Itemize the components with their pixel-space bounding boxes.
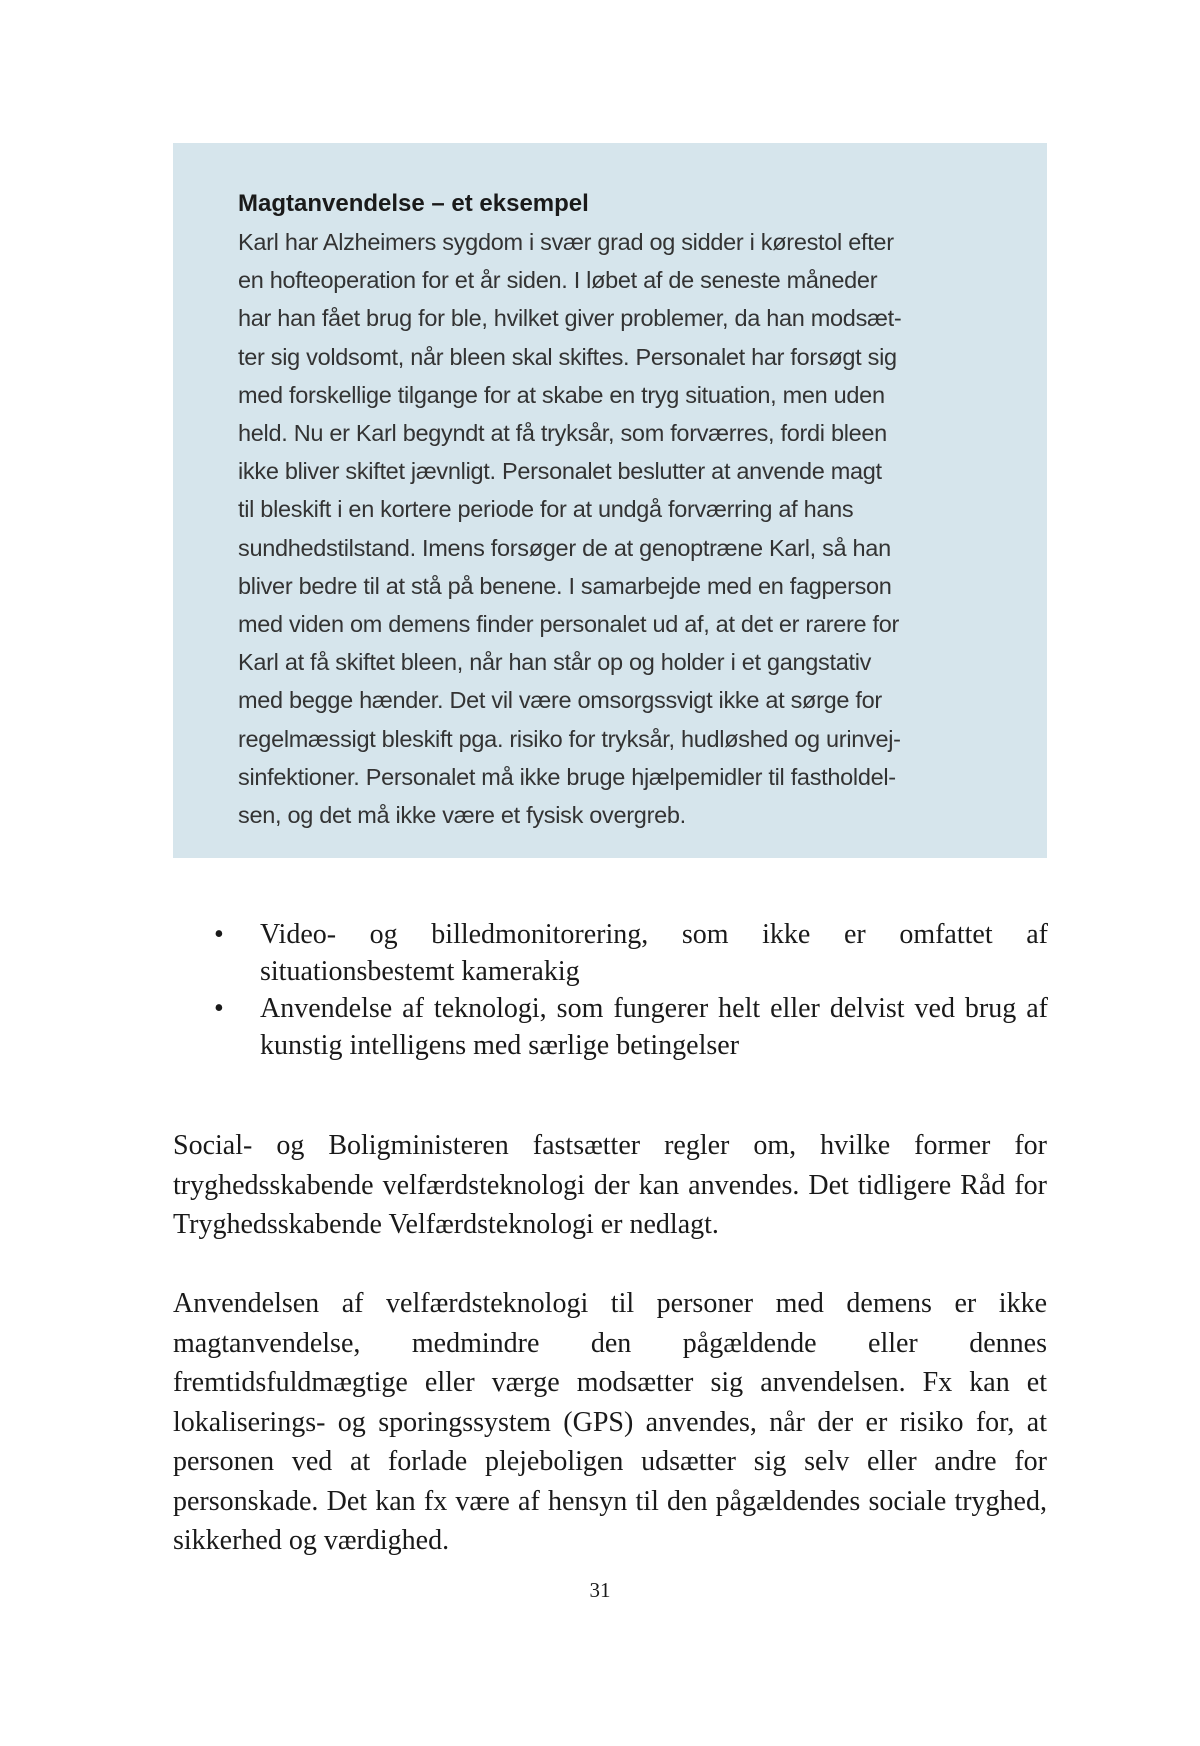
example-line: Karl har Alzheimers sygdom i svær grad og sidder i kørestol efter bbox=[238, 229, 894, 255]
example-line: en hofteoperation for et år siden. I løbet af de seneste måneder bbox=[238, 267, 878, 294]
example-line: med viden om demens finder personalet ud af, at det er rarere for bbox=[238, 611, 900, 638]
example-line: ikke bliver skiftet jævnligt. Personalet beslutter at anvende magt bbox=[238, 458, 882, 485]
example-box bbox=[173, 143, 1047, 858]
example-line: regelmæssigt bleskift pga. risiko for tryksår, hudløshed og urinvej- bbox=[238, 725, 901, 752]
example-line: bliver bedre til at stå på benene. I samarbejde med en fagperson bbox=[238, 572, 892, 599]
bullet-item: • Anvendelse af teknologi, som fungerer helt eller delvist ved brug af kunstig intelligens med særlige betingelser bbox=[214, 990, 1048, 1064]
body-paragraph: Social- og Boligministeren fastsætter regler om, hvilke former for tryghedsskabende velfærdsteknologi der kan anvendes. Det tidligere Råd for Tryghedsskabende Velfærdsteknologi er nedlagt. bbox=[173, 1130, 1047, 1240]
example-line: til bleskift i en kortere periode for at undgå forværring af hans bbox=[238, 496, 854, 523]
example-line: sinfektioner. Personalet må ikke bruge hjælpemidler til fastholdel- bbox=[238, 763, 896, 790]
example-line: med begge hænder. Det vil være omsorgssvigt ikke at sørge for bbox=[238, 687, 882, 714]
example-line: Karl at få skiftet bleen, når han står op og holder i et gangstativ bbox=[238, 649, 872, 676]
example-line: sen, og det må ikke være et fysisk overgreb. bbox=[238, 802, 686, 829]
page-number: 31 bbox=[589, 1578, 611, 1602]
example-title: Magtanvendelse – et eksempel bbox=[238, 190, 589, 217]
example-line: med forskellige tilgange for at skabe en tryg situation, men uden bbox=[238, 381, 885, 408]
body-paragraph: Anvendelsen af velfærdsteknologi til personer med demens er ikke magtanvendelse, medmindre den pågældende eller dennes fremtidsfuldmægtige eller værge modsætter sig anvendelsen. Fx kan et lokaliserings- og sporingssystem (GPS) anvendes, når der er risiko for, at personen ved at forlade plejeboligen udsætter sig selv eller andre for personskade. Det kan fx være af hensyn til den pågældendes sociale tryghed, sikkerhed og værdighed. bbox=[173, 1288, 1047, 1556]
bullet-item: • Video- og billedmonitorering, som ikke er omfattet af situationsbestemt kamerakig bbox=[214, 916, 1048, 990]
example-line: sundhedstilstand. Imens forsøger de at genoptræne Karl, så han bbox=[238, 534, 891, 561]
example-line: har han fået brug for ble, hvilket giver problemer, da han modsæt- bbox=[238, 305, 902, 332]
example-line: ter sig voldsomt, når bleen skal skiftes. Personalet har forsøgt sig bbox=[238, 343, 897, 370]
bullet-list bbox=[214, 916, 1048, 1064]
example-body bbox=[238, 223, 987, 834]
example-line: held. Nu er Karl begyndt at få tryksår, som forværres, fordi bleen bbox=[238, 420, 887, 447]
